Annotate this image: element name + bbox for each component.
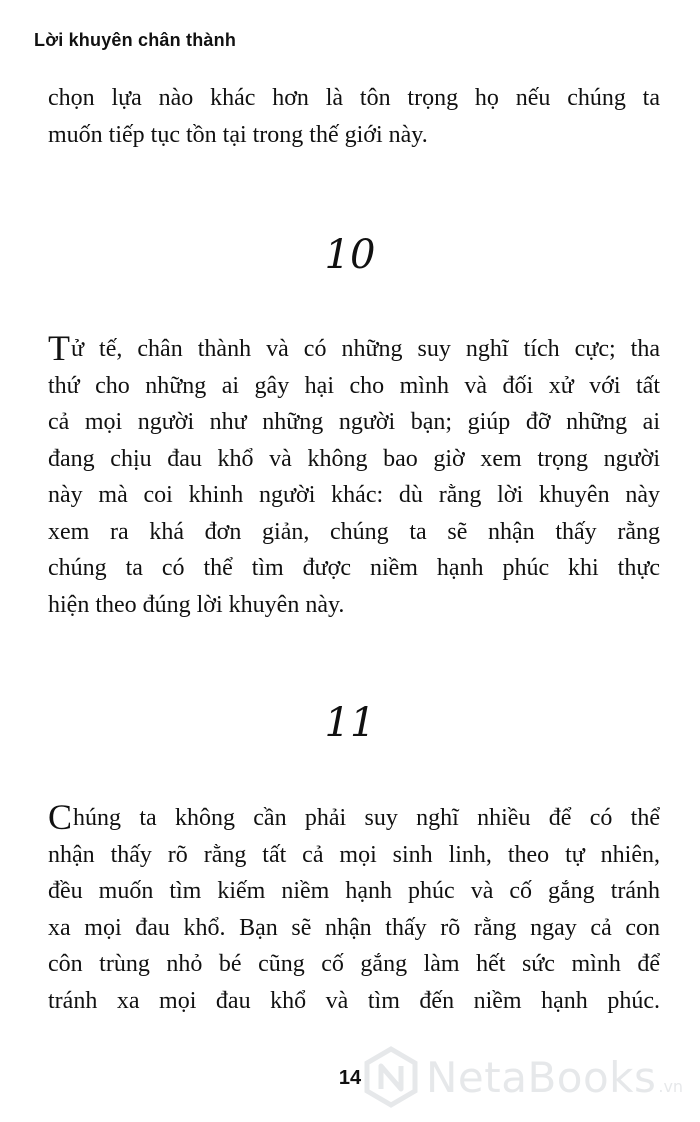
- text-line: [48, 328, 660, 368]
- section-number: 11: [324, 700, 376, 746]
- drop-cap: C: [48, 797, 73, 837]
- text-line: thứ cho những ai gây hại cho mình và đối xử với tất: [48, 372, 660, 399]
- text-line: muốn tiếp tục tồn tại trong thế giới này.: [48, 121, 428, 148]
- section-number: 10: [324, 232, 376, 278]
- text-line-rest: ử tế, chân thành và có những suy nghĩ tích cực; tha: [71, 336, 660, 362]
- netabooks-logo-icon: [360, 1046, 422, 1108]
- text-line-rest: húng ta không cần phải suy nghĩ nhiều để có thể: [73, 805, 660, 831]
- text-line: [48, 797, 660, 837]
- section-paragraph: [48, 328, 660, 623]
- text-line: xem ra khá đơn giản, chúng ta sẽ nhận thấy rằng: [48, 518, 660, 545]
- watermark-suffix: .vn: [658, 1077, 684, 1096]
- section-paragraph: [48, 797, 660, 1019]
- running-title: Lời khuyên chân thành: [34, 30, 237, 50]
- text-line: xa mọi đau khổ. Bạn sẽ nhận thấy rõ rằng ngay cả con: [48, 914, 660, 941]
- text-line: cả mọi người như những người bạn; giúp đỡ những ai: [48, 409, 660, 435]
- text-line: hiện theo đúng lời khuyên này.: [48, 591, 345, 618]
- text-line: đều muốn tìm kiếm niềm hạnh phúc và cố gắng tránh: [48, 878, 660, 904]
- text-line: đang chịu đau khổ và không bao giờ xem trọng người: [48, 445, 660, 472]
- drop-cap: T: [48, 328, 70, 368]
- page-number: 14: [338, 1067, 362, 1089]
- text-line: côn trùng nhỏ bé cũng cố gắng làm hết sức mình để: [48, 951, 660, 977]
- text-line: này mà coi khinh người khác: dù rằng lời khuyên này: [48, 482, 660, 508]
- text-line: chọn lựa nào khác hơn là tôn trọng họ nếu chúng ta: [48, 85, 660, 111]
- intro-paragraph: [48, 80, 660, 153]
- text-line: chúng ta có thể tìm được niềm hạnh phúc khi thực: [48, 555, 660, 581]
- watermark: [360, 1046, 683, 1108]
- text-line: nhận thấy rõ rằng tất cả mọi sinh linh, theo tự nhiên,: [48, 841, 660, 868]
- watermark-text: NetaBooks: [426, 1052, 657, 1102]
- text-line: tránh xa mọi đau khổ và tìm đến niềm hạnh phúc.: [48, 987, 660, 1014]
